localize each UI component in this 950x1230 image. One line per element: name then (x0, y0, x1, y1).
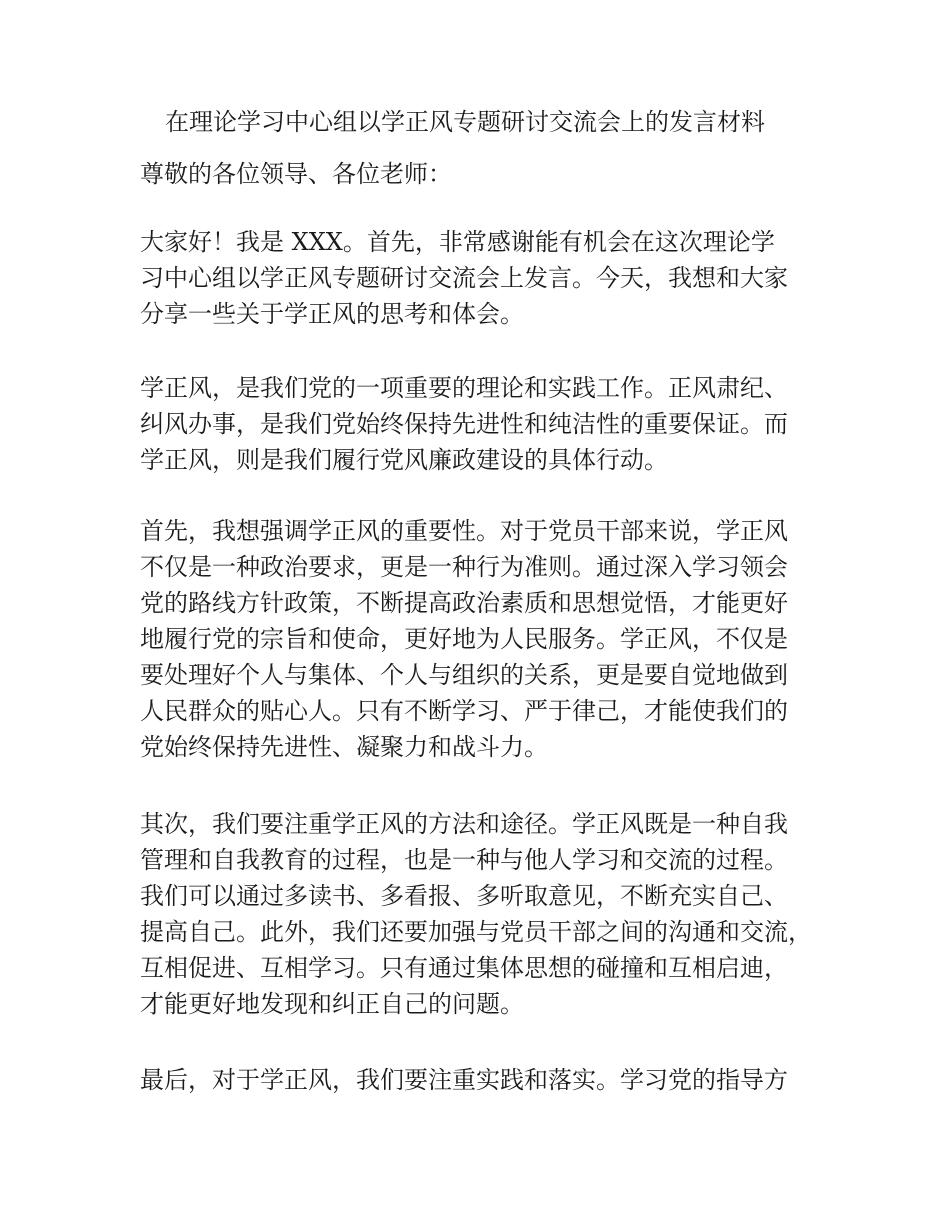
paragraph-intro (140, 224, 840, 332)
text-line: 学正风，则是我们履行党风廉政建设的具体行动。 (140, 446, 668, 474)
text-line: 提高自己。此外，我们还要加强与党员干部之间的沟通和交流， (140, 918, 812, 946)
salutation: 尊敬的各位领导、各位老师： (140, 160, 452, 188)
text-line: 习中心组以学正风专题研讨交流会上发言。今天，我想和大家 (140, 264, 788, 292)
text-line: 互相促进、互相学习。只有通过集体思想的碰撞和互相启迪， (140, 954, 788, 982)
text-line: 纠风办事，是我们党始终保持先进性和纯洁性的重要保证。而 (140, 410, 788, 438)
text-line: 不仅是一种政治要求，更是一种行为准则。通过深入学习领会 (140, 553, 788, 581)
text-line: 人民群众的贴心人。只有不断学习、严于律己，才能使我们的 (140, 697, 788, 725)
text-line: 首先，我想强调学正风的重要性。对于党员干部来说，学正风 (140, 517, 788, 545)
text-line: 地履行党的宗旨和使命，更好地为人民服务。学正风，不仅是 (140, 625, 788, 653)
text-line: 其次，我们要注重学正风的方法和途径。学正风既是一种自我 (140, 810, 788, 838)
paragraph-practice (140, 1062, 840, 1098)
paragraph-importance (140, 513, 840, 765)
text-line: 党始终保持先进性、凝聚力和战斗力。 (140, 733, 548, 761)
paragraph-methods (140, 806, 840, 1022)
text-line: 最后，对于学正风，我们要注重实践和落实。学习党的指导方 (140, 1066, 788, 1094)
text-line: 管理和自我教育的过程，也是一种与他人学习和交流的过程。 (140, 846, 788, 874)
text-line: 学正风，是我们党的一项重要的理论和实践工作。正风肃纪、 (140, 374, 788, 402)
text-line: 大家好！我是 XXX。首先，非常感谢能有机会在这次理论学 (140, 228, 775, 256)
paragraph-definition (140, 370, 840, 478)
text-line: 要处理好个人与集体、个人与组织的关系，更是要自觉地做到 (140, 661, 788, 689)
text-line: 党的路线方针政策，不断提高政治素质和思想觉悟，才能更好 (140, 589, 788, 617)
text-line: 分享一些关于学正风的思考和体会。 (140, 300, 524, 328)
text-line: 才能更好地发现和纠正自己的问题。 (140, 990, 524, 1018)
document-title: 在理论学习中心组以学正风专题研讨交流会上的发言材料 (165, 108, 765, 136)
text-line: 我们可以通过多读书、多看报、多听取意见，不断充实自己、 (140, 882, 788, 910)
